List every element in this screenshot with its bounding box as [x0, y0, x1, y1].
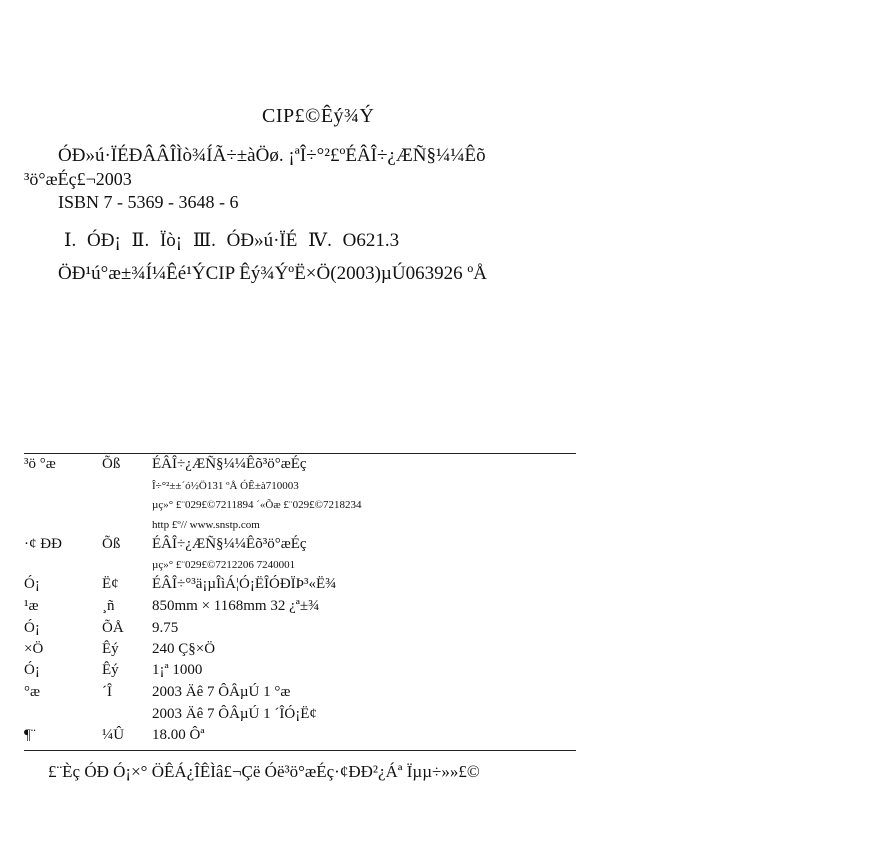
- imprint-row-label: Ó¡: [24, 620, 40, 636]
- cip-line-subject-index: Ⅰ. ÓÐ¡ Ⅱ. Ïò¡ Ⅲ. ÓÐ»ú·ÏÉ Ⅳ. O621.3: [64, 230, 400, 251]
- imprint-row-value: Î÷°²±±´ó½Ö131 ºÅ ÓÊ±à710003: [152, 480, 299, 492]
- imprint-row-label2: Êý: [102, 641, 119, 657]
- imprint-row-label: Ó¡: [24, 576, 40, 592]
- imprint-row-value: 1¡ª 1000: [152, 662, 203, 678]
- imprint-row-value: ÉÂÎ÷°³ä¡µÎìÁ¦Ó¡ËÎÓÐÏÞ³«Ë¾: [152, 576, 337, 592]
- imprint-bottom-rule: [24, 750, 576, 751]
- imprint-row-label2: ¸ñ: [102, 598, 115, 614]
- cip-line-record-number: ÖÐ¹ú°æ±¾Í¼Êé¹ÝCIP Êý¾ÝºË×Ö(2003)µÚ063926 ºÅ: [58, 263, 487, 284]
- quality-notice: £¨Èç ÓÐ Ó¡×° ÖÊÁ¿ÎÊÌâ£¬Çë Óë³ö°æÉç·¢ÐÐ²¿Áª Ïµµ÷»»£©: [48, 762, 480, 781]
- imprint-row-value: µç»° £¨029£©7212206 7240001: [152, 559, 296, 571]
- imprint-row-label: ³ö °æ: [24, 456, 56, 472]
- cip-title: CIP£©Êý¾Ý: [262, 105, 375, 127]
- imprint-row-label2: Õß: [102, 536, 121, 552]
- cip-line-author-publisher: ÓÐ»ú·ÏÉÐÂÂÎÌò¾ÍÃ÷±àÖø. ¡ªÎ÷°²£ºÉÂÎ÷¿ÆÑ§¼¼Êõ: [58, 145, 486, 166]
- imprint-row-value: 2003 Äê 7 ÔÂµÚ 1 °æ: [152, 684, 291, 700]
- imprint-row-label2: Õß: [102, 456, 121, 472]
- imprint-top-rule: [24, 453, 576, 454]
- imprint-row-value: µç»° £¨029£©7211894 ´«Õæ £¨029£©7218234: [152, 499, 362, 511]
- imprint-row-value: http £º// www.snstp.com: [152, 519, 260, 531]
- imprint-row-value: 850mm × 1168mm 32 ¿ª±¾: [152, 598, 320, 614]
- imprint-row-label2: Êý: [102, 662, 119, 678]
- imprint-row-label2: ´Î: [102, 684, 112, 700]
- imprint-row-value: ÉÂÎ÷¿ÆÑ§¼¼Êõ³ö°æÉç: [152, 536, 307, 552]
- imprint-row-value: 9.75: [152, 620, 179, 636]
- imprint-row-label2: Ë¢: [102, 576, 119, 592]
- imprint-row-value: ÉÂÎ÷¿ÆÑ§¼¼Êõ³ö°æÉç: [152, 456, 307, 472]
- imprint-row-value: 18.00 Ôª: [152, 727, 205, 743]
- imprint-row-label: Ó¡: [24, 662, 40, 678]
- imprint-row-label: ¹æ: [24, 598, 39, 614]
- imprint-row-value: 2003 Äê 7 ÔÂµÚ 1 ´ÎÓ¡Ë¢: [152, 706, 317, 722]
- imprint-row-label: ·¢ ÐÐ: [24, 536, 62, 552]
- cip-line-isbn: ISBN 7 - 5369 - 3648 - 6: [58, 192, 239, 212]
- imprint-row-label: °æ: [24, 684, 41, 700]
- imprint-row-label: ¶¨: [24, 727, 36, 743]
- cip-line-publisher-year: ³ö°æÉç£¬2003: [24, 169, 132, 189]
- imprint-row-label: ×Ö: [24, 641, 44, 657]
- imprint-row-value: 240 Ç§×Ö: [152, 641, 216, 657]
- imprint-row-label2: ¼Û: [102, 727, 125, 743]
- imprint-row-label2: ÕÅ: [102, 620, 124, 636]
